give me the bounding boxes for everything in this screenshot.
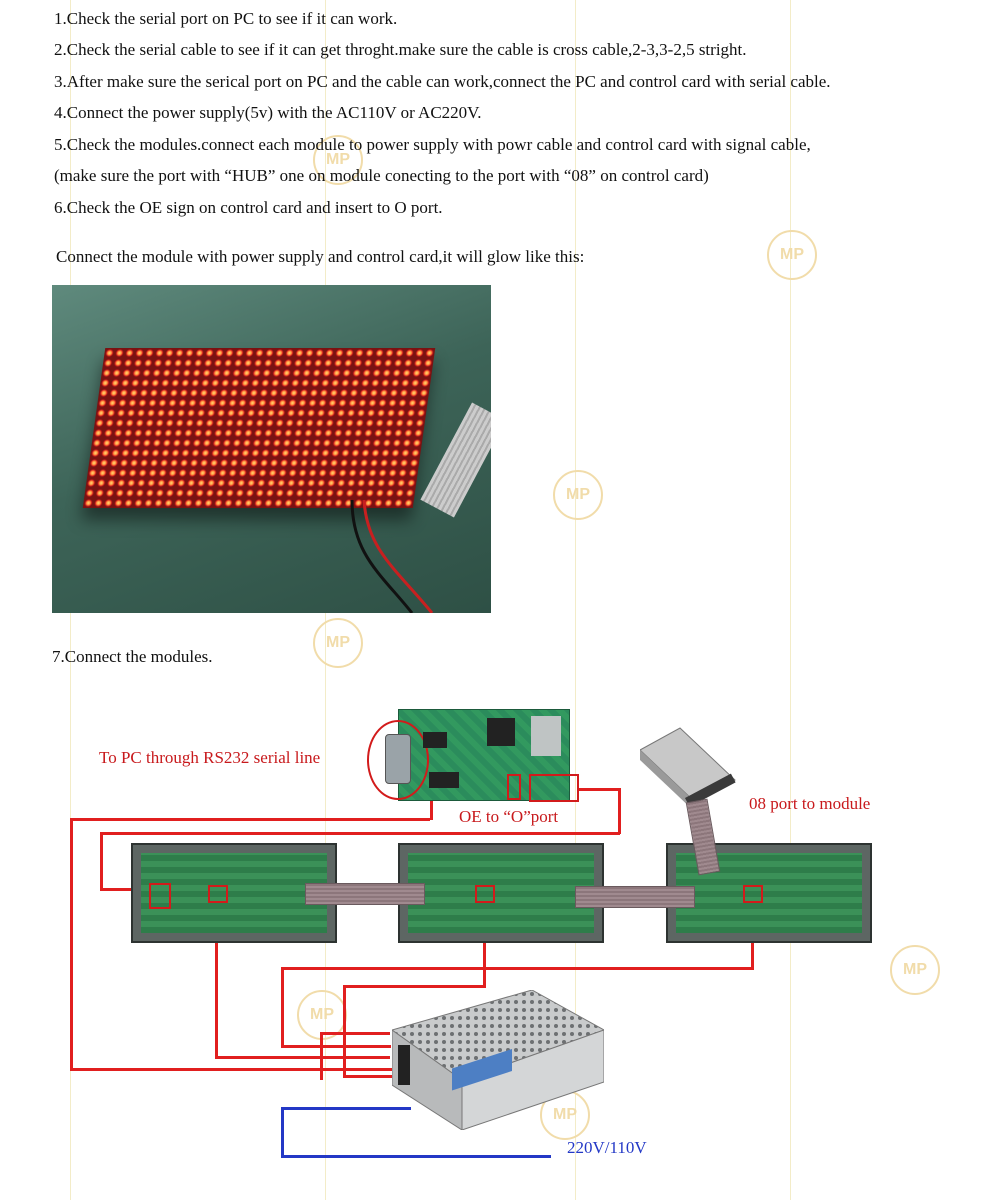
- label-oe-port: OE to “O”port: [459, 807, 559, 826]
- wire: [70, 818, 430, 821]
- wire: [281, 1045, 391, 1048]
- power-wires: [52, 285, 491, 613]
- wire: [70, 818, 73, 1070]
- wire: [320, 1032, 323, 1080]
- ribbon-cable: [575, 886, 695, 908]
- wire: [70, 1068, 400, 1071]
- step-5-note: (make sure the port with “HUB” one on module conecting to the port with “08” on control card): [54, 166, 709, 185]
- wire: [343, 1075, 393, 1078]
- led-module: [398, 843, 604, 943]
- watermark-logo: MP: [767, 230, 817, 280]
- step-6: 6.Check the OE sign on control card and insert to O port.: [54, 198, 443, 217]
- watermark-logo: MP: [313, 618, 363, 668]
- serial-port-highlight: [367, 720, 429, 800]
- wire: [281, 967, 753, 970]
- watermark-logo: MP: [313, 135, 363, 185]
- label-08-port: 08 port to module: [749, 794, 871, 813]
- glowing-module-photo: [52, 285, 491, 613]
- wire: [281, 967, 284, 1047]
- background-grid-line: [790, 0, 791, 1200]
- module-pcb: [408, 853, 594, 933]
- label-ac-input: 220V/110V: [567, 1138, 647, 1157]
- watermark-logo: MP: [540, 1090, 590, 1140]
- ribbon-cable: [305, 883, 425, 905]
- power-supply: [392, 990, 604, 1130]
- hub-port-highlight: [743, 885, 763, 903]
- wire: [577, 788, 620, 791]
- step-4: 4.Connect the power supply(5v) with the AC110V or AC220V.: [54, 103, 482, 122]
- control-card: [398, 709, 570, 801]
- power-terminal: [429, 772, 459, 788]
- wire: [320, 1032, 390, 1035]
- o-port-highlight: [529, 774, 579, 802]
- watermark-logo: MP: [890, 945, 940, 995]
- ac-wire: [281, 1107, 284, 1157]
- step-7: 7.Connect the modules.: [52, 647, 213, 666]
- hub-port-highlight: [208, 885, 228, 903]
- watermark-logo: MP: [297, 990, 347, 1040]
- glow-intro-text: Connect the module with power supply and control card,it will glow like this:: [56, 247, 585, 266]
- wire: [343, 985, 346, 1077]
- header-pins: [531, 716, 561, 756]
- wire: [618, 788, 621, 834]
- step-3: 3.After make sure the serical port on PC and the cable can work,connect the PC and control card with serial cable.: [54, 72, 831, 91]
- wire: [100, 832, 620, 835]
- wire: [751, 940, 754, 970]
- wire: [215, 1056, 390, 1059]
- step-1: 1.Check the serial port on PC to see if it can work.: [54, 9, 398, 28]
- wire: [483, 940, 486, 988]
- watermark-logo: MP: [553, 470, 603, 520]
- oe-highlight: [507, 774, 521, 800]
- step-2: 2.Check the serial cable to see if it can get throght.make sure the cable is cross cable,2-3,3-2,5 stright.: [54, 40, 747, 59]
- wire: [343, 985, 485, 988]
- label-to-pc: To PC through RS232 serial line: [99, 748, 321, 767]
- ic-chip: [487, 718, 515, 746]
- step-5: 5.Check the modules.connect each module to power supply with powr cable and control card with signal cable,: [54, 135, 811, 154]
- wire: [100, 832, 103, 890]
- power-port-highlight: [149, 883, 171, 909]
- hub-port-highlight: [475, 885, 495, 903]
- ic-chip: [423, 732, 447, 748]
- ac-wire: [281, 1155, 551, 1158]
